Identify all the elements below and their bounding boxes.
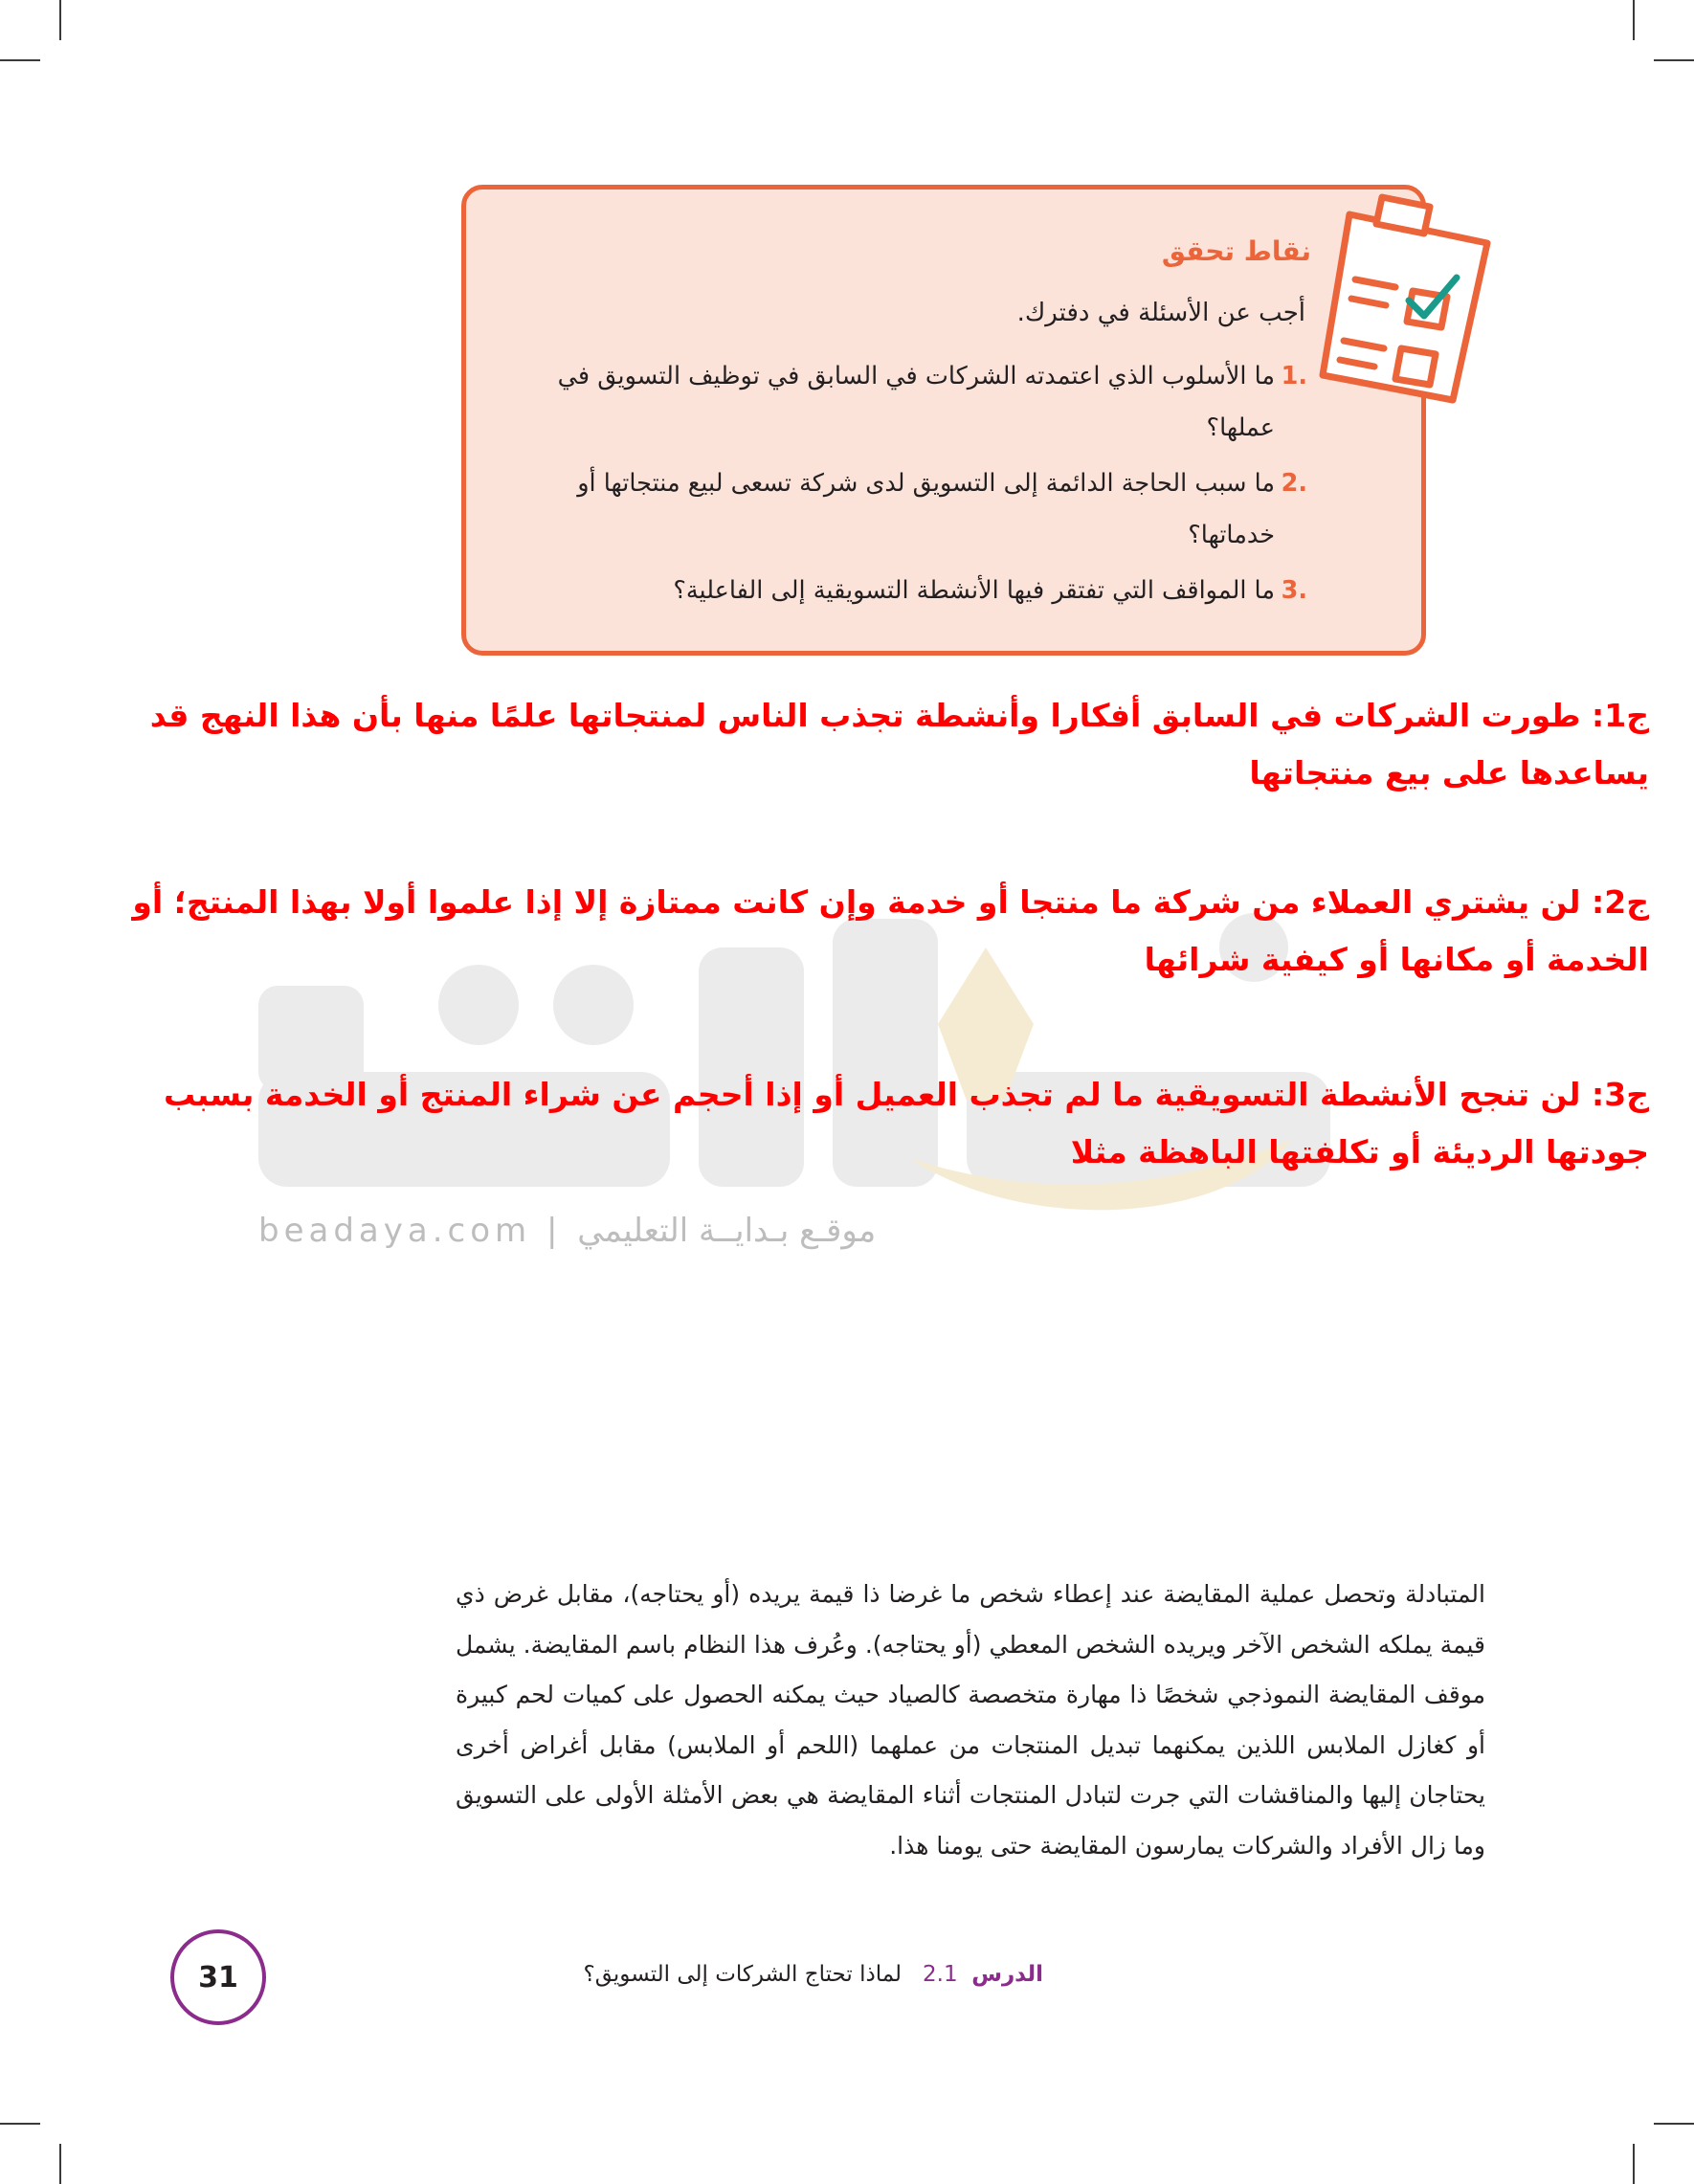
checkpoints-intro: أجب عن الأسئلة في دفترك. <box>1016 299 1305 327</box>
crop-mark-top-right-h <box>1654 59 1694 61</box>
question-item <box>484 565 1307 616</box>
clipboard-checklist-icon <box>1317 188 1493 408</box>
question-item <box>484 350 1307 454</box>
question-item <box>484 457 1307 561</box>
page-number: 31 <box>170 1929 266 2025</box>
answer-3: ج3: لن تنجح الأنشطة التسويقية ما لم تجذب العميل أو إذا أحجم عن شراء المنتج أو الخدمة بسبب جودتها الرديئة أو تكلفتها الباهظة مثلا <box>163 1076 1649 1170</box>
answer-1: ج1: طورت الشركات في السابق أفكارا وأنشطة تجذب الناس لمنتجاتها علمًا منها بأن هذا النهج قد يساعدها على بيع منتجاتها <box>149 697 1649 791</box>
crop-mark-bottom-left-v <box>59 2144 61 2184</box>
questions-list <box>484 350 1307 620</box>
watermark-text: beadaya.com | موقـع بـدايــة التعليمي <box>258 1212 877 1250</box>
lesson-label: الدرس <box>971 1962 1043 1987</box>
question-number: .1 <box>1281 362 1307 390</box>
checkpoints-title: نقاط تحقق <box>1161 235 1311 267</box>
lesson-footer <box>469 1962 1043 1987</box>
crop-mark-bottom-right-v <box>1633 2144 1635 2184</box>
body-paragraph: المتبادلة وتحصل عملية المقايضة عند إعطاء شخص ما غرضا ذا قيمة يريده (أو يحتاجه)، مقابل غرض ذي قيمة يملكه الشخص الآخر ويريده الشخص المعطي (أو يحتاجه). وعُرف هذا النظام باسم المقايضة. يشمل موقف المقايضة النموذجي شخصًا ذا مهارة متخصصة كالصياد حيث يمكنه الحصول على كميات لحم كبيرة أو كغازل الملابس اللذين يمكنهما تبديل المنتجات من عملهما (اللحم أو الملابس) مقابل أغراض أخرى يحتاجان إليها والمناقشات التي جرت لتبادل المنتجات أثناء المقايضة هي بعض الأمثلة الأولى على التسويق وما زال الأفراد والشركات يمارسون المقايضة حتى يومنا هذا. <box>456 1580 1485 1860</box>
question-text: ما سبب الحاجة الدائمة إلى التسويق لدى شركة تسعى لبيع منتجاتها أو خدماتها؟ <box>577 469 1275 549</box>
question-number: .3 <box>1281 576 1307 605</box>
crop-mark-top-left-v <box>59 0 61 40</box>
question-text: ما المواقف التي تفتقر فيها الأنشطة التسويقية إلى الفاعلية؟ <box>673 576 1275 605</box>
lesson-number: 2.1 <box>923 1962 958 1987</box>
crop-mark-bottom-left-h <box>0 2123 40 2125</box>
answer-2: ج2: لن يشتري العملاء من شركة ما منتجا أو خدمة وإن كانت ممتازة إلا إذا علموا أولا بهذا المنتج؛ أو الخدمة أو مكانها أو كيفية شرائها <box>132 883 1649 978</box>
question-number: .2 <box>1281 469 1307 498</box>
crop-mark-top-left-h <box>0 59 40 61</box>
crop-mark-top-right-v <box>1633 0 1635 40</box>
lesson-title: لماذا تحتاج الشركات إلى التسويق؟ <box>583 1962 903 1987</box>
question-text: ما الأسلوب الذي اعتمدته الشركات في السابق في توظيف التسويق في عملها؟ <box>557 362 1275 442</box>
crop-mark-bottom-right-h <box>1654 2123 1694 2125</box>
